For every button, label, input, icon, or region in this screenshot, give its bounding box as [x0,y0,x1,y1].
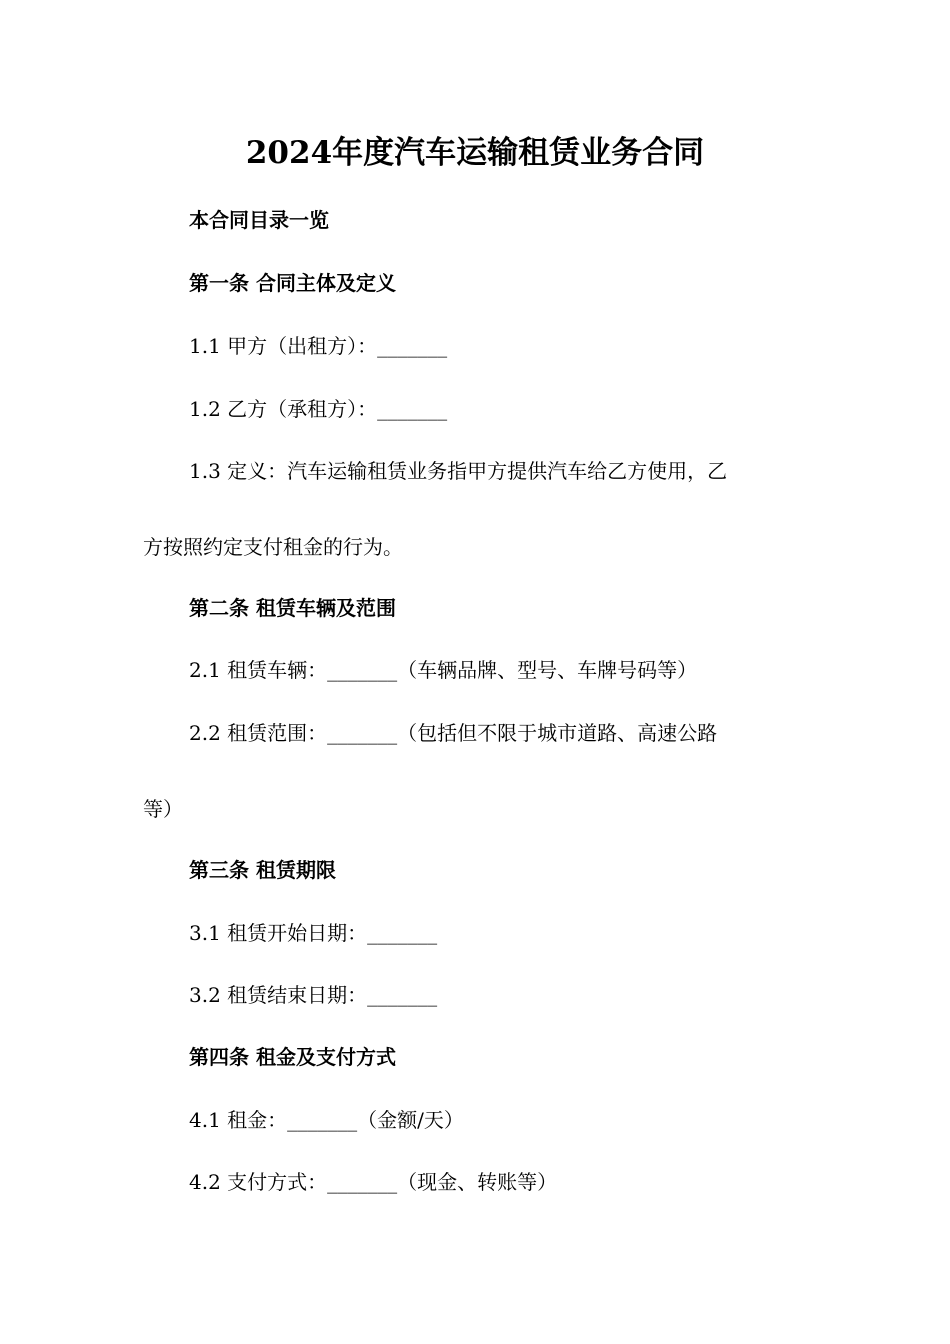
clause-2-2-continued: 等） [143,797,183,821]
toc-heading: 本合同目录一览 [189,208,329,232]
clause-1-3-continued: 方按照约定支付租金的行为。 [143,535,403,559]
section-heading-1: 第一条 合同主体及定义 [189,271,396,295]
clause-1-2: 1.2 乙方（承租方）：_______ [189,397,448,421]
clause-2-2: 2.2 租赁范围：_______（包括但不限于城市道路、高速公路 [189,721,718,745]
clause-4-2: 4.2 支付方式：_______（现金、转账等） [189,1170,558,1194]
clause-3-2: 3.2 租赁结束日期：_______ [189,983,438,1007]
clause-3-1: 3.1 租赁开始日期：_______ [189,921,438,945]
clause-4-1: 4.1 租金：_______（金额/天） [189,1108,464,1132]
section-heading-2: 第二条 租赁车辆及范围 [189,596,396,620]
clause-1-1: 1.1 甲方（出租方）：_______ [189,334,448,358]
section-heading-3: 第三条 租赁期限 [189,858,336,882]
document-title: 2024年度汽车运输租赁业务合同 [245,135,705,171]
clause-1-3: 1.3 定义：汽车运输租赁业务指甲方提供汽车给乙方使用，乙 [189,459,728,483]
clause-2-1: 2.1 租赁车辆：_______（车辆品牌、型号、车牌号码等） [189,658,698,682]
section-heading-4: 第四条 租金及支付方式 [189,1045,396,1069]
